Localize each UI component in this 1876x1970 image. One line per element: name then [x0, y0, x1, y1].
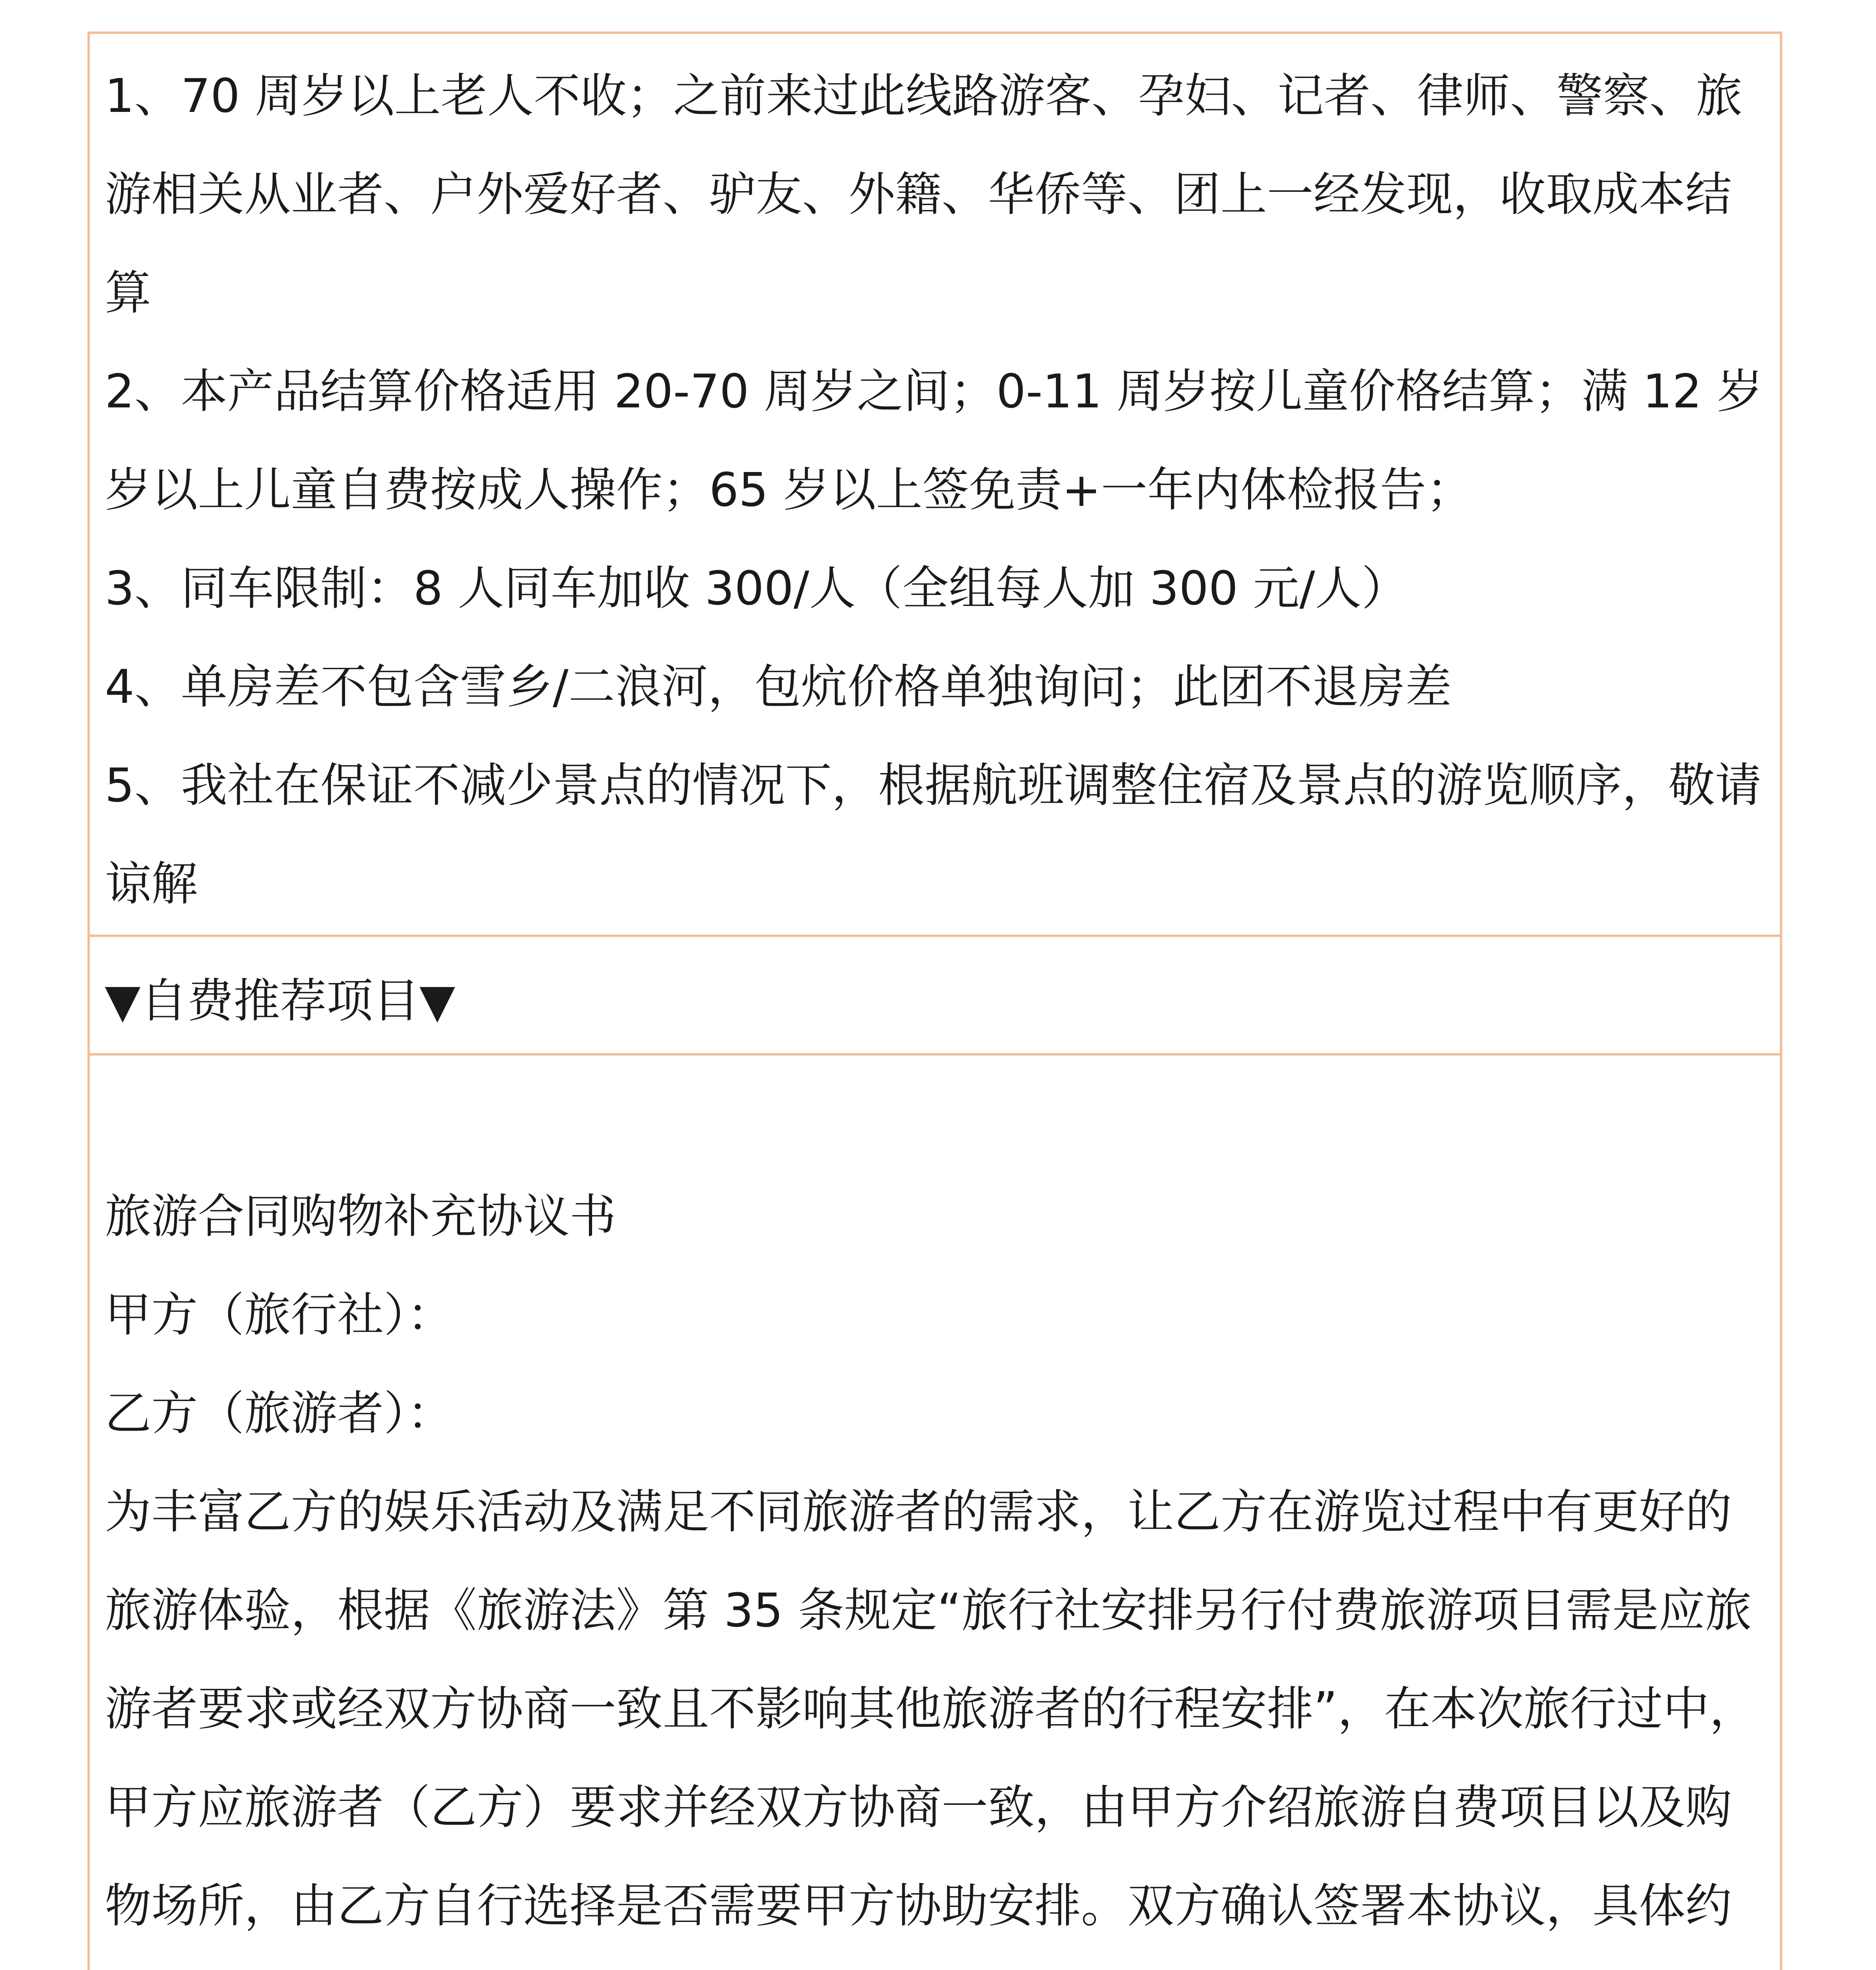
party-a-line: 甲方（旅行社）：: [105, 1288, 454, 1342]
notes-block: [105, 46, 1767, 933]
party-b-line: 乙方（旅游者）：: [105, 1386, 454, 1440]
agreement-paragraph: 为丰富乙方的娱乐活动及满足不同旅游者的需求，让乙方在游览过程中有更好的旅游体验，根据《旅游法》第 35 条规定“旅行社安排另行付费旅游项目需是应旅游者要求或经双方协商一致且不影响其他旅游者的行程安排”，在本次旅行过中，甲方应旅游者（乙方）要求并经双方协商一致，由甲方介绍旅游自费项目以及购物场所，由乙方自行选择是否需要甲方协助安排。双方确认签署本协议，具体约: [105, 1485, 1756, 1933]
agreement-title: 旅游合同购物补充协议书: [105, 1189, 617, 1243]
note-item: 4、单房差不包含雪乡/二浪河，包炕价格单独询问；此团不退房差: [105, 660, 1452, 714]
note-item: 5、我社在保证不减少景点的情况下，根据航班调整住宿及景点的游览顺序，敬请谅解: [105, 758, 1762, 911]
section-divider-top: [87, 935, 1782, 937]
note-item: 3、同车限制：8 人同车加收 300/人（全组每人加 300 元/人）: [105, 561, 1408, 615]
note-item: 2、本产品结算价格适用 20-70 周岁之间；0-11 周岁按儿童价格结算；满 12 岁岁以上儿童自费按成人操作；65 岁以上签免责+一年内体检报告；: [105, 364, 1763, 517]
agreement-block: [105, 1167, 1767, 1970]
note-item: 1、70 周岁以上老人不收；之前来过此线路游客、孕妇、记者、律师、警察、旅游相关从业者、户外爱好者、驴友、外籍、华侨等、团上一经发现，收取成本结算: [105, 69, 1742, 320]
section-title: ▼自费推荐项目▼: [105, 974, 455, 1028]
section-divider-bottom: [87, 1053, 1782, 1056]
